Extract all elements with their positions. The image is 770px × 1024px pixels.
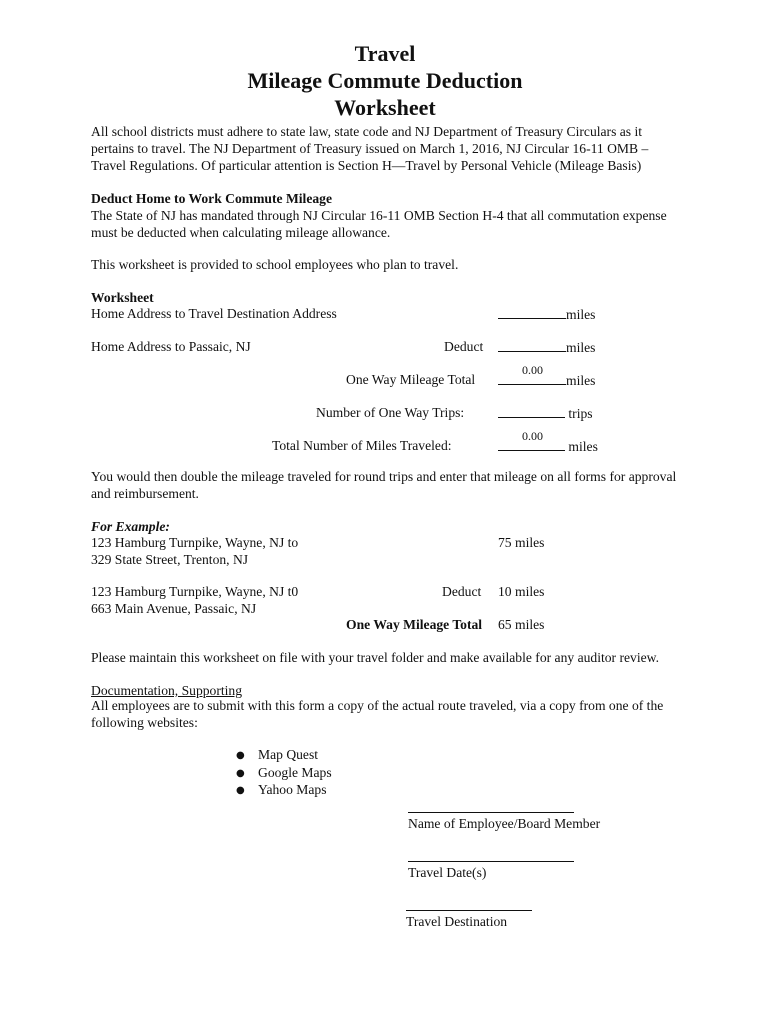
- one-way-total-value: 0.00: [522, 363, 543, 377]
- one-way-trips-field[interactable]: [498, 404, 593, 422]
- deduct-line-2: must be deducted when calculating mileage allowance.: [91, 224, 391, 240]
- intro-paragraph: [91, 124, 701, 174]
- maintain-note: Please maintain this worksheet on file with your travel folder and make available for any auditor review.: [91, 650, 659, 665]
- example-miles-b: 10 miles: [498, 584, 545, 599]
- example-address-b-line-1: 123 Hamburg Turnpike, Wayne, NJ t0: [91, 584, 299, 599]
- example-address-a-line-2: 329 State Street, Trenton, NJ: [91, 552, 249, 567]
- website-label: Google Maps: [258, 764, 332, 780]
- home-to-passaic-unit: miles: [566, 340, 596, 355]
- website-list: [236, 746, 332, 799]
- one-way-total-field[interactable]: [498, 371, 595, 389]
- home-to-destination-unit: miles: [566, 307, 596, 322]
- example-address-a-line-1: 123 Hamburg Turnpike, Wayne, NJ to: [91, 535, 299, 550]
- one-way-trips-input[interactable]: [498, 404, 565, 418]
- total-miles-input[interactable]: [498, 437, 565, 451]
- travel-destination-line[interactable]: [406, 910, 532, 911]
- worksheet-heading: Worksheet: [91, 290, 154, 305]
- example-deduct-label: Deduct: [442, 584, 482, 599]
- bullet-icon: ●: [236, 785, 245, 796]
- intro-line-1: All school districts must adhere to state law, state code and NJ Department of Treasury Circulars as it: [91, 124, 643, 139]
- example-total-value: 65 miles: [498, 617, 545, 632]
- website-item: [236, 764, 332, 782]
- travel-dates-line[interactable]: [408, 861, 574, 862]
- travel-destination-label: Travel Destination: [406, 914, 508, 929]
- double-note: [91, 469, 701, 503]
- home-to-destination-input[interactable]: [498, 305, 566, 319]
- provided-note: This worksheet is provided to school employees who plan to travel.: [91, 257, 459, 272]
- one-way-total-input[interactable]: [498, 371, 566, 385]
- documentation-text: [91, 698, 701, 732]
- documentation-line-2: following websites:: [91, 714, 198, 730]
- home-to-passaic-label: Home Address to Passaic, NJ: [91, 339, 251, 354]
- home-to-destination-label: Home Address to Travel Destination Address: [91, 306, 337, 321]
- example-heading: For Example:: [91, 519, 170, 534]
- documentation-line-1: All employees are to submit with this form a copy of the actual route traveled, via a copy from one of the: [91, 698, 664, 713]
- website-label: Yahoo Maps: [258, 782, 327, 797]
- bullet-icon: ●: [236, 750, 245, 761]
- one-way-total-label: One Way Mileage Total: [346, 372, 476, 387]
- page-title: Travel: [354, 41, 416, 66]
- page-title-line-3: Worksheet: [334, 95, 436, 120]
- example-miles-a: 75 miles: [498, 535, 545, 550]
- employee-name-label: Name of Employee/Board Member: [408, 816, 601, 831]
- total-miles-value: 0.00: [522, 429, 543, 443]
- total-miles-unit: miles: [568, 439, 598, 454]
- total-miles-label: Total Number of Miles Traveled:: [272, 438, 452, 453]
- example-address-b-line-2: 663 Main Avenue, Passaic, NJ: [91, 601, 257, 616]
- home-to-passaic-input[interactable]: [498, 338, 566, 352]
- website-label: Map Quest: [258, 747, 319, 762]
- one-way-total-unit: miles: [566, 373, 596, 388]
- home-to-destination-field[interactable]: [498, 305, 595, 323]
- deduct-heading: Deduct Home to Work Commute Mileage: [91, 191, 332, 206]
- website-item: [236, 781, 332, 799]
- website-item: [236, 746, 332, 764]
- intro-line-2: pertains to travel. The NJ Department of Treasury issued on March 1, 2016, NJ Circular 16-11 OMB –: [91, 140, 649, 156]
- travel-dates-label: Travel Date(s): [408, 865, 487, 880]
- intro-line-3: Travel Regulations. Of particular attention is Section H—Travel by Personal Vehicle (Mileage Basis): [91, 157, 642, 173]
- total-miles-field[interactable]: [498, 437, 598, 455]
- page-title-line-2: Mileage Commute Deduction: [247, 68, 523, 93]
- documentation-heading: Documentation, Supporting: [91, 683, 243, 698]
- home-to-passaic-deduct-label: Deduct: [444, 339, 484, 354]
- home-to-passaic-field[interactable]: [498, 338, 595, 356]
- double-note-line-2: and reimbursement.: [91, 485, 199, 501]
- one-way-trips-label: Number of One Way Trips:: [316, 405, 465, 420]
- bullet-icon: ●: [236, 767, 245, 779]
- deduct-section: [91, 191, 701, 241]
- example-total-label: One Way Mileage Total: [346, 617, 483, 632]
- double-note-line-1: You would then double the mileage traveled for round trips and enter that mileage on all forms for approval: [91, 469, 677, 484]
- deduct-line-1: The State of NJ has mandated through NJ Circular 16-11 OMB Section H-4 that all commutation expense: [91, 207, 667, 223]
- one-way-trips-unit: trips: [568, 406, 593, 421]
- employee-signature-line[interactable]: [408, 812, 574, 813]
